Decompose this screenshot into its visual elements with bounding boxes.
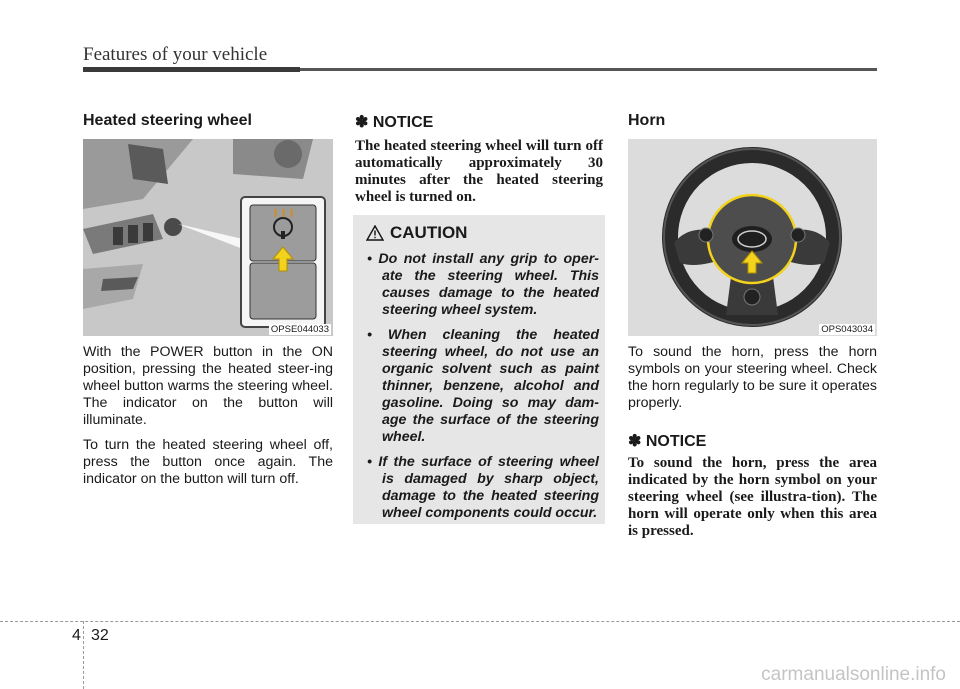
horn-body: To sound the horn, press the horn symbols on your steering wheel. Check the horn regularly to be sure it operates properly. (628, 344, 877, 411)
footer-divider (83, 621, 84, 689)
horn-notice-text: To sound the horn, press the area indicated by the horn symbol on your steering wheel (see illustra-tion). The horn will operate only when this area is pressed. (628, 455, 877, 539)
footer-rule (0, 621, 960, 622)
figure-code: OPSE044033 (270, 324, 329, 335)
page-number: 32 (91, 627, 109, 644)
dashboard-illustration (83, 139, 333, 336)
warning-triangle-icon (366, 225, 384, 241)
heated-steering-heading: Heated steering wheel (83, 112, 252, 129)
caution-list (367, 251, 599, 530)
notice-text: The heated steering wheel will turn off automatically approximately 30 minutes after the heated steering wheel is turned on. (355, 138, 603, 205)
heated-steering-figure (83, 139, 333, 336)
heated-steering-body (83, 344, 333, 496)
header-rule-dark (83, 67, 300, 72)
horn-notice-heading: ✽ NOTICE (628, 433, 707, 450)
chapter-number: 4 (72, 627, 81, 644)
paragraph: With the POWER button in the ON position, pressing the heated steer-ing wheel button warms the steering wheel. The indicator on the button will illuminate. (83, 344, 333, 428)
caution-title: CAUTION (390, 223, 468, 242)
horn-heading: Horn (628, 112, 666, 129)
paragraph: To turn the heated steering wheel off, press the button once again. The indicator on the button will turn off. (83, 437, 333, 487)
horn-figure (628, 139, 877, 336)
watermark: carmanualsonline.info (761, 664, 946, 685)
figure-code: OPS043034 (821, 324, 873, 335)
caution-item: • Do not install any grip to oper-ate the steering wheel. This causes damage to the heated steering wheel system. (367, 251, 599, 318)
caution-item: • When cleaning the heated steering wheel, do not use an organic solvent such as paint thinner, benzene, alcohol and gasoline. Doing so may dam-age the surface of the steering wheel. (367, 327, 599, 445)
caution-item: • If the surface of steering wheel is damaged by sharp object, damage to the heated steering wheel components could occur. (367, 454, 599, 521)
header-rule (300, 68, 877, 71)
page-header-title: Features of your vehicle (83, 44, 268, 65)
notice-heading: ✽ NOTICE (355, 114, 434, 131)
steering-wheel-illustration (628, 139, 877, 336)
